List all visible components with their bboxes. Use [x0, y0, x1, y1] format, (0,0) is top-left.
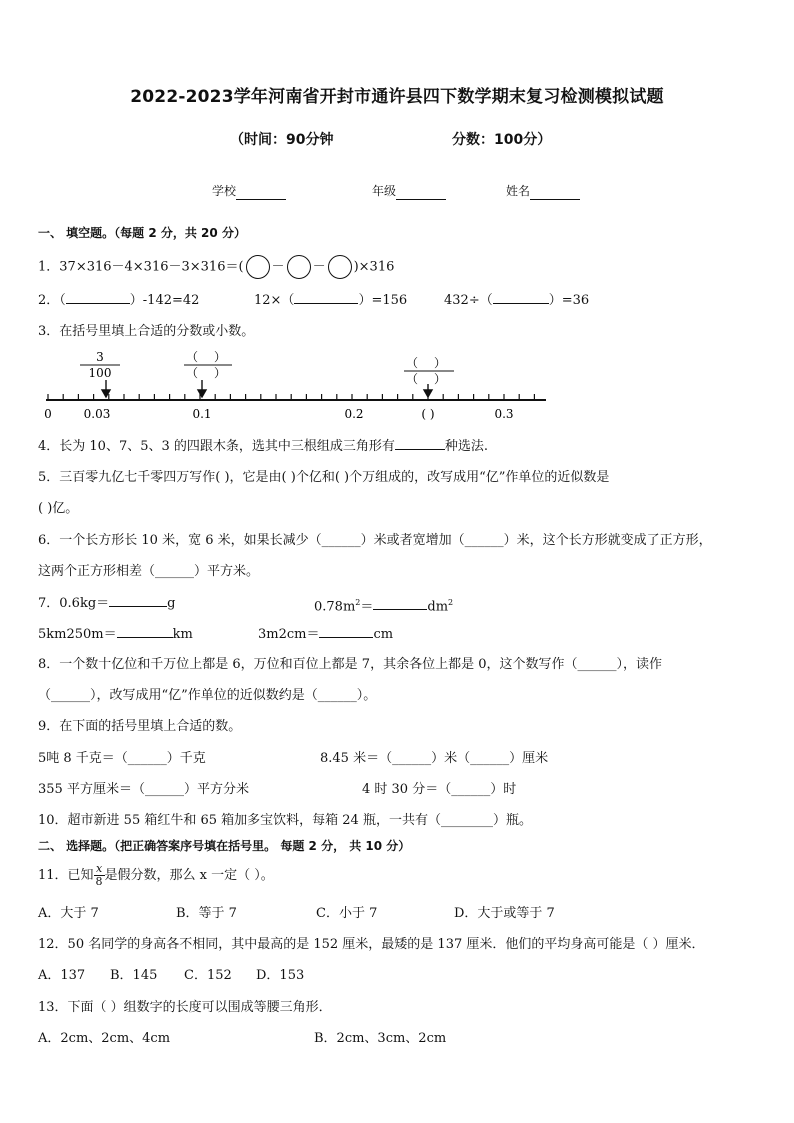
question-9b: 8.45 米＝（______）米（______）厘米	[320, 751, 549, 766]
school-field[interactable]	[212, 182, 286, 200]
q7-b-exp2: 2	[448, 598, 454, 607]
q11-option-c[interactable]: C．小于 7	[316, 906, 378, 921]
tick-label-0.2: 0.2	[344, 407, 364, 421]
tick-label-0.1: 0.1	[192, 407, 212, 421]
blank-fraction-2-top-open: （	[406, 356, 419, 370]
q11-numerator: x	[94, 863, 105, 876]
answer-circle-1[interactable]	[246, 255, 270, 279]
q2-text-d: ）=156	[358, 293, 408, 308]
q2-text-a: 2．（	[38, 293, 66, 308]
blank-fraction-1-top-open: （	[186, 350, 199, 364]
question-7b	[314, 594, 453, 616]
q7-blank-3[interactable]	[117, 625, 173, 638]
fraction-denominator: 100	[88, 366, 112, 380]
question-9a: 5吨 8 千克＝（______）千克	[38, 751, 206, 766]
question-4	[38, 437, 488, 456]
q7-c-unit: km	[172, 627, 193, 642]
q11-text-b: 是假分数，那么 x 一定（ ）。	[104, 868, 274, 883]
q1-minus-2: －	[312, 259, 326, 275]
q2-text-e: 432÷（	[444, 293, 493, 308]
section-2-heading: 二、 选择题。（把正确答案序号填在括号里。 每题 2 分， 共 10 分）	[38, 839, 411, 853]
q7-a-text: 7．0.6kg＝	[38, 596, 110, 611]
question-8-line-2: （______），改写成用“亿”作单位的近似数约是（______）。	[38, 688, 377, 703]
blank-fraction-1-top-close: ）	[214, 350, 227, 364]
q7-b-text: 0.78m	[314, 599, 356, 615]
q11-denominator: 8	[95, 875, 103, 888]
q1-minus-1: －	[271, 259, 285, 275]
q1-text-d: )×316	[353, 259, 395, 275]
name-field[interactable]	[506, 182, 580, 200]
name-blank[interactable]	[530, 185, 580, 200]
exam-score: 分数：100分）	[452, 132, 552, 148]
q11-option-d[interactable]: D．大于或等于 7	[454, 906, 555, 921]
question-5-line-1: 5．三百零九亿七千零四万写作( )，它是由( )个亿和( )个万组成的，改写成用“亿”作单位的近似数是	[38, 470, 610, 485]
question-2c	[444, 291, 589, 310]
fraction-numerator: 3	[96, 350, 104, 364]
q2-text-b: ）-142=42	[129, 293, 200, 308]
question-1	[38, 255, 394, 279]
blank-fraction-2-bottom-open: （	[406, 372, 419, 386]
q1-text-a: 1．37×316－4×316－3×316＝(	[38, 259, 244, 275]
blank-fraction-1-bottom-open: （	[186, 366, 199, 380]
q13-option-a[interactable]: A．2cm、2cm、4cm	[38, 1031, 171, 1046]
question-11	[38, 862, 274, 890]
school-label: 学校	[212, 184, 237, 198]
question-7d	[258, 625, 393, 644]
answer-circle-3[interactable]	[328, 255, 352, 279]
grade-blank[interactable]	[396, 185, 446, 200]
school-blank[interactable]	[236, 185, 286, 200]
tick-label-blank: ( )	[421, 407, 435, 421]
x-over-8-fraction	[94, 863, 105, 888]
grade-label: 年级	[372, 184, 397, 198]
q7-d-text: 3m2cm＝	[258, 627, 320, 642]
q11-option-a[interactable]: A．大于 7	[38, 906, 99, 921]
q12-option-c[interactable]: C．152	[184, 968, 232, 983]
q7-a-unit: g	[167, 596, 176, 611]
question-2b	[254, 291, 407, 310]
q7-b-eq: ＝	[360, 599, 374, 615]
number-line	[36, 346, 556, 426]
blank-fraction-1-bottom-close: ）	[214, 366, 227, 380]
exam-time: （时间：90分钟	[230, 132, 334, 148]
question-9d: 4 时 30 分＝（______）时	[362, 782, 517, 797]
tick-label-0.03: 0.03	[83, 407, 111, 421]
question-8-line-1: 8．一个数十亿位和千万位上都是 6，万位和百位上都是 7，其余各位上都是 0，这个数写作（______），读作	[38, 657, 662, 672]
question-2	[38, 291, 199, 310]
answer-circle-2[interactable]	[287, 255, 311, 279]
name-label: 姓名	[506, 184, 531, 198]
q4-blank[interactable]	[395, 437, 445, 450]
q7-c-text: 5km250m＝	[38, 627, 117, 642]
q13-option-b[interactable]: B．2cm、3cm、2cm	[314, 1031, 447, 1046]
question-7c	[38, 625, 193, 644]
question-3-text: 3．在括号里填上合适的分数或小数。	[38, 324, 255, 339]
question-12: 12．50 名同学的身高各不相同，其中最高的是 152 厘米，最矮的是 137 厘米．他们的平均身高可能是（ ）厘米．	[38, 937, 705, 952]
question-7a	[38, 594, 175, 613]
q12-option-d[interactable]: D．153	[256, 968, 305, 983]
q7-b-exp1: 2	[355, 598, 361, 607]
q7-b-unit: dm	[427, 599, 449, 615]
q7-blank-1[interactable]	[109, 594, 167, 607]
question-5-line-2: ( )亿。	[38, 501, 79, 516]
tick-label-0: 0	[44, 407, 52, 421]
q2-blank-1[interactable]	[66, 291, 130, 304]
question-6-line-1: 6．一个长方形长 10 米，宽 6 米，如果长减少（______）米或者宽增加（______）米，这个长方形就变成了正方形，	[38, 533, 712, 548]
question-9c: 355 平方厘米＝（______）平方分米	[38, 782, 249, 797]
q11-text-a: 11．已知	[38, 868, 94, 883]
page-title: 2022-2023学年河南省开封市通许县四下数学期末复习检测模拟试题	[130, 87, 664, 107]
q7-blank-2[interactable]	[373, 597, 427, 610]
question-10: 10．超市新进 55 箱红牛和 65 箱加多宝饮料，每箱 24 瓶，一共有（________）瓶。	[38, 813, 532, 828]
grade-field[interactable]	[372, 182, 446, 200]
q2-blank-3[interactable]	[493, 291, 549, 304]
section-1-heading: 一、 填空题。（每题 2 分，共 20 分）	[38, 226, 246, 240]
q12-option-b[interactable]: B．145	[110, 968, 158, 983]
q2-text-c: 12×（	[254, 293, 295, 308]
q11-option-b[interactable]: B．等于 7	[176, 906, 237, 921]
arrow-0.1-head	[198, 390, 206, 397]
q7-blank-4[interactable]	[319, 625, 373, 638]
question-6-line-2: 这两个正方形相差（______）平方米。	[38, 564, 260, 579]
q2-blank-2[interactable]	[294, 291, 358, 304]
q12-option-a[interactable]: A．137	[38, 968, 86, 983]
question-9-text: 9．在下面的括号里填上合适的数。	[38, 719, 242, 734]
blank-fraction-2-top-close: ）	[434, 356, 447, 370]
blank-fraction-2-bottom-close: ）	[434, 372, 447, 386]
tick-label-0.3: 0.3	[494, 407, 514, 421]
q4-text-a: 4．长为 10、7、5、3 的四跟木条，选其中三根组成三角形有	[38, 439, 395, 454]
q4-text-b: 种选法.	[444, 439, 489, 454]
q2-text-f: ）=36	[548, 293, 590, 308]
q7-d-unit: cm	[373, 627, 394, 642]
question-13: 13．下面（ ）组数字的长度可以围成等腰三角形．	[38, 1000, 332, 1015]
